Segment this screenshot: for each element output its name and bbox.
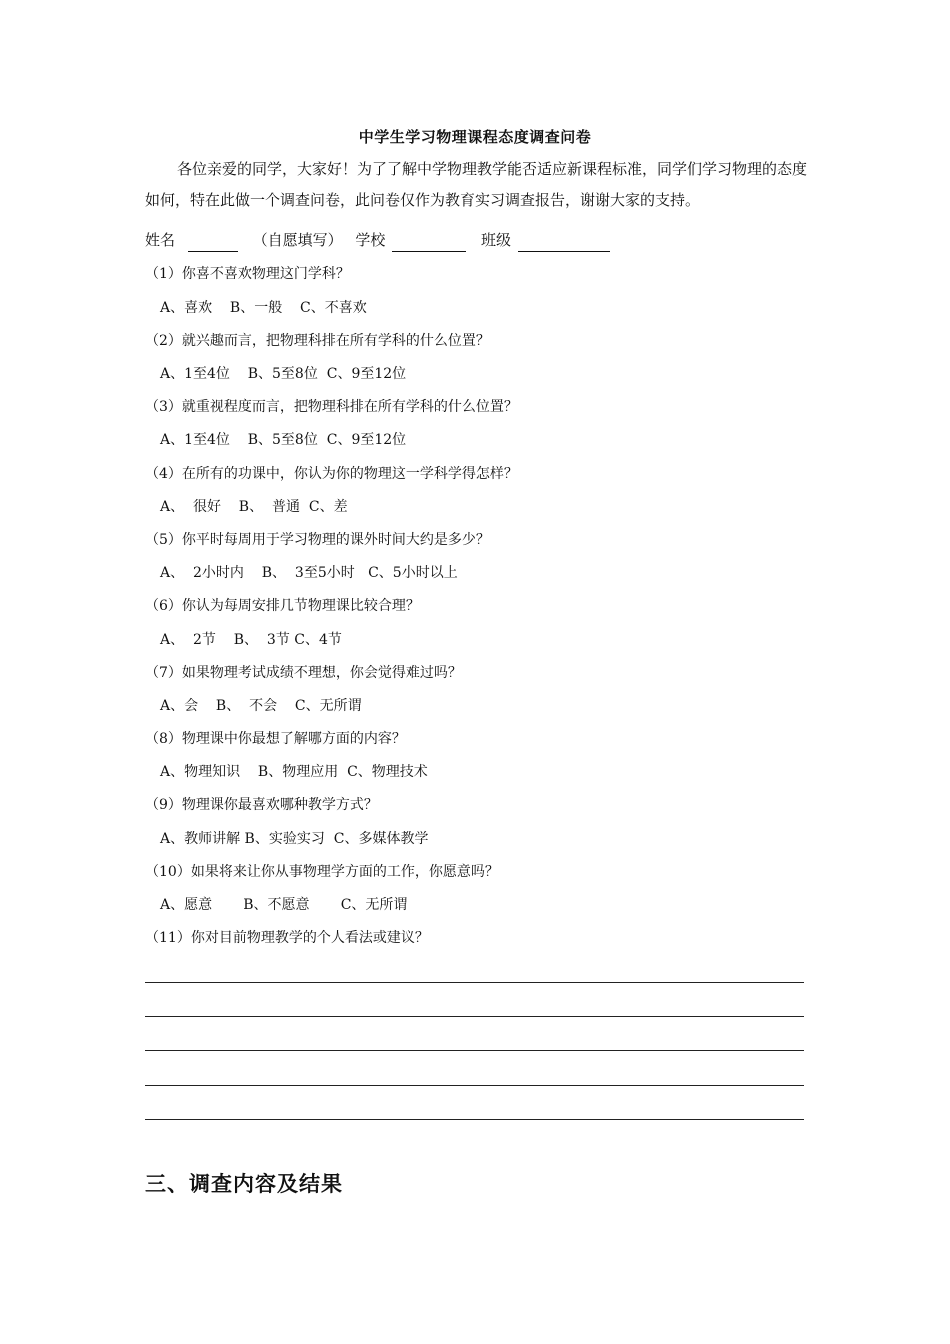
question-8: （8）物理课中你最想了解哪方面的内容？ [145, 731, 406, 747]
respondent-info-row [145, 228, 612, 252]
question-8-options: A、物理知识 B、物理应用 C、物理技术 [160, 764, 428, 780]
intro-paragraph: 各位亲爱的同学，大家好！为了了解中学物理教学能否适应新课程标准，同学们学习物理的态度如何，特在此做一个调查问卷，此问卷仅作为教育实习调查报告，谢谢大家的支持。 [145, 160, 808, 209]
question-5-options: A、 2小时内 B、 3至5小时 C、5小时以上 [160, 565, 458, 581]
name-label: 姓名 [145, 231, 176, 249]
question-9-options: A、教师讲解 B、实验实习 C、多媒体教学 [160, 831, 429, 847]
question-11: （11）你对目前物理教学的个人看法或建议？ [145, 930, 429, 946]
question-7-options: A、会 B、 不会 C、无所谓 [160, 698, 362, 714]
question-6-options: A、 2节 B、 3节 C、4节 [160, 632, 342, 648]
question-6: （6）你认为每周安排几节物理课比较合理？ [145, 598, 420, 614]
voluntary-note: （自愿填写） [252, 231, 343, 249]
answer-line[interactable] [145, 1119, 804, 1120]
school-blank[interactable] [392, 233, 466, 252]
question-2: （2）就兴趣而言，把物理科排在所有学科的什么位置？ [145, 333, 490, 349]
class-blank[interactable] [518, 233, 610, 252]
answer-line[interactable] [145, 1016, 804, 1017]
section-heading: 三、调查内容及结果 [145, 1172, 343, 1196]
name-blank[interactable] [188, 233, 238, 252]
question-1: （1）你喜不喜欢物理这门学科？ [145, 266, 350, 282]
question-7: （7）如果物理考试成绩不理想，你会觉得难过吗？ [145, 665, 462, 681]
question-9: （9）物理课你最喜欢哪种教学方式？ [145, 797, 378, 813]
question-10: （10）如果将来让你从事物理学方面的工作，你愿意吗？ [145, 864, 499, 880]
answer-line[interactable] [145, 1050, 804, 1051]
question-10-options: A、愿意 B、不愿意 C、无所谓 [160, 897, 408, 913]
page-title: 中学生学习物理课程态度调查问卷 [358, 128, 592, 146]
question-3-options: A、1至4位 B、5至8位 C、9至12位 [160, 432, 407, 448]
question-4-options: A、 很好 B、 普通 C、差 [160, 499, 348, 515]
question-4: （4）在所有的功课中，你认为你的物理这一学科学得怎样？ [145, 466, 518, 482]
question-1-options: A、喜欢 B、一般 C、不喜欢 [160, 300, 367, 316]
question-3: （3）就重视程度而言，把物理科排在所有学科的什么位置？ [145, 399, 518, 415]
answer-line[interactable] [145, 982, 804, 983]
answer-line[interactable] [145, 1085, 804, 1086]
question-2-options: A、1至4位 B、5至8位 C、9至12位 [160, 366, 407, 382]
question-5: （5）你平时每周用于学习物理的课外时间大约是多少？ [145, 532, 490, 548]
class-label: 班级 [480, 231, 511, 249]
school-label: 学校 [355, 231, 386, 249]
